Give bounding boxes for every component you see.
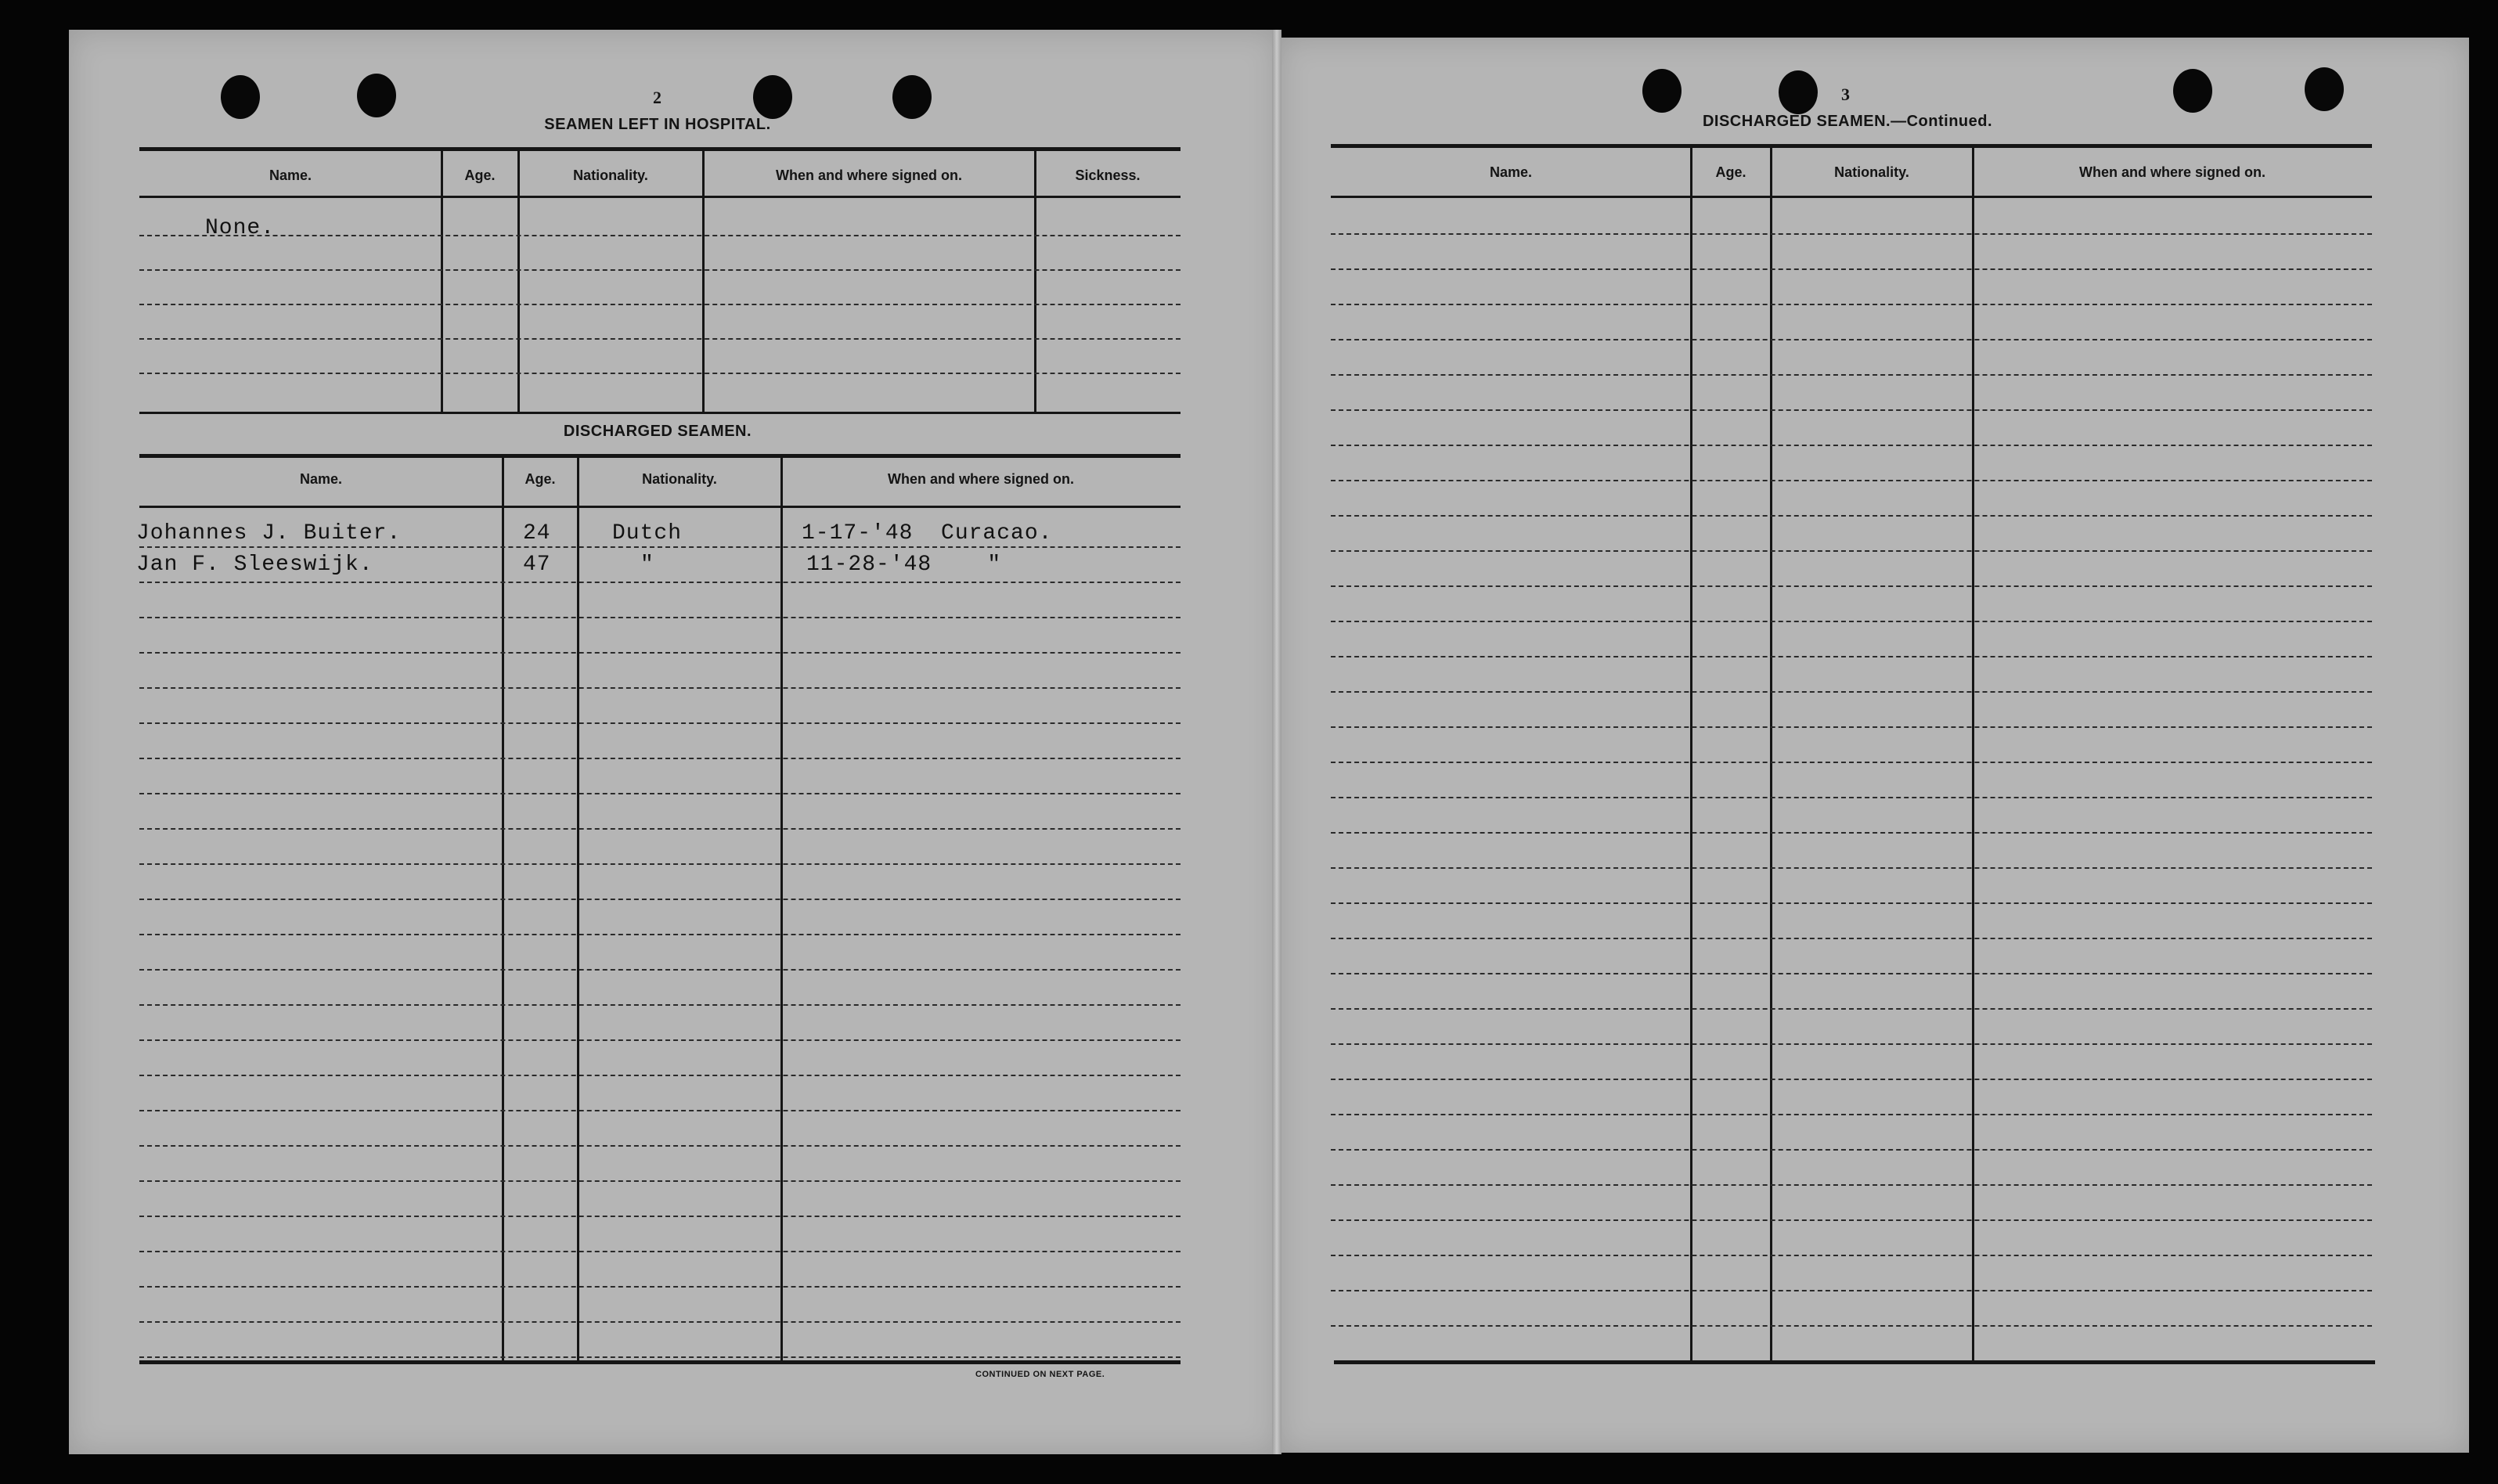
ruled-line xyxy=(1331,1114,2372,1115)
page-number-left: 2 xyxy=(653,88,661,107)
right-table-top-rule xyxy=(1331,144,2372,148)
ruled-line xyxy=(139,1286,1181,1288)
ruled-line xyxy=(139,828,1181,830)
ruled-line xyxy=(1331,480,2372,481)
right-header-rule xyxy=(1331,196,2372,198)
ruled-line xyxy=(139,758,1181,759)
ruled-line xyxy=(139,1321,1181,1323)
hospital-col-sickness: Sickness. xyxy=(1075,167,1141,183)
ruled-line xyxy=(139,1251,1181,1252)
discharged-col-signed-on: When and where signed on. xyxy=(887,471,1075,487)
punch-hole xyxy=(2173,69,2212,113)
hospital-row-line xyxy=(139,338,1181,340)
ruled-line xyxy=(1331,832,2372,834)
ruled-line xyxy=(139,1110,1181,1111)
ruled-line xyxy=(1331,1290,2372,1291)
seaman-signed-on: 1-17-'48 Curacao. xyxy=(802,521,1053,546)
right-page xyxy=(1278,38,2469,1453)
left-page xyxy=(69,30,1278,1454)
punch-hole xyxy=(892,75,932,119)
ruled-line xyxy=(139,1004,1181,1006)
ruled-line xyxy=(1331,585,2372,587)
ruled-line xyxy=(1331,762,2372,763)
ruled-line xyxy=(1331,1219,2372,1221)
continued-note: CONTINUED ON NEXT PAGE. xyxy=(975,1370,1105,1379)
ruled-line xyxy=(139,934,1181,935)
right-col-name: Name. xyxy=(1489,164,1533,180)
punch-hole xyxy=(753,75,792,119)
discharged-header-rule xyxy=(139,506,1181,508)
ruled-line xyxy=(1331,445,2372,446)
page-fold xyxy=(1272,30,1281,1454)
hospital-section-title: SEAMEN LEFT IN HOSPITAL. xyxy=(544,116,771,133)
ruled-line xyxy=(139,793,1181,794)
right-col-age: Age. xyxy=(1715,164,1746,180)
seaman-name: Jan F. Sleeswijk. xyxy=(136,553,373,577)
ruled-line xyxy=(139,899,1181,900)
ruled-line xyxy=(139,969,1181,971)
hospital-col-name: Name. xyxy=(269,167,312,183)
ruled-line xyxy=(139,1039,1181,1041)
hospital-none-entry: None. xyxy=(205,216,276,240)
ruled-line xyxy=(139,722,1181,724)
ruled-line xyxy=(1331,233,2372,235)
discharged-divider xyxy=(577,457,579,1363)
right-divider xyxy=(1972,147,1974,1360)
seaman-age: 47 xyxy=(523,553,551,577)
discharged-col-age: Age. xyxy=(524,471,556,487)
ruled-line xyxy=(139,1180,1181,1182)
right-bottom-rule xyxy=(1334,1360,2375,1364)
ruled-line xyxy=(1331,938,2372,939)
ruled-line xyxy=(1331,902,2372,904)
ruled-line xyxy=(1331,1149,2372,1151)
right-col-signed-on: When and where signed on. xyxy=(2078,164,2266,180)
punch-hole xyxy=(221,75,260,119)
ruled-line xyxy=(1331,1184,2372,1186)
hospital-header-rule xyxy=(139,196,1181,198)
page-number-right: 3 xyxy=(1841,85,1850,104)
ruled-line xyxy=(1331,973,2372,974)
ruled-line xyxy=(139,652,1181,654)
ruled-line xyxy=(139,1075,1181,1076)
ruled-line xyxy=(1331,1255,2372,1256)
discharged-divider xyxy=(502,457,504,1363)
ruled-line xyxy=(1331,726,2372,728)
ruled-line xyxy=(1331,409,2372,411)
punch-hole xyxy=(357,74,396,117)
seaman-signed-on: 11-28-'48 " xyxy=(806,553,1002,577)
ruled-line xyxy=(1331,374,2372,376)
hospital-table-top-rule xyxy=(139,147,1181,151)
ruled-line xyxy=(1331,1008,2372,1010)
seaman-name: Johannes J. Buiter. xyxy=(136,521,402,546)
ruled-line xyxy=(139,617,1181,618)
hospital-row-line xyxy=(139,269,1181,271)
discharged-bottom-rule xyxy=(139,1360,1181,1364)
ruled-line xyxy=(1331,797,2372,798)
hospital-row-line xyxy=(139,304,1181,305)
discharged-col-name: Name. xyxy=(299,471,343,487)
discharged-col-nationality: Nationality. xyxy=(642,471,717,487)
right-col-nationality: Nationality. xyxy=(1834,164,1909,180)
ruled-line xyxy=(139,1145,1181,1147)
ruled-line xyxy=(1331,621,2372,622)
right-divider xyxy=(1690,147,1692,1360)
ruled-line xyxy=(139,582,1181,583)
punch-hole xyxy=(2305,67,2344,111)
hospital-col-signed-on: When and where signed on. xyxy=(775,167,963,183)
ruled-line xyxy=(1331,268,2372,270)
discharged-divider xyxy=(780,457,783,1363)
ruled-line xyxy=(139,546,1181,548)
ruled-line xyxy=(1331,1325,2372,1327)
ruled-line xyxy=(1331,515,2372,517)
discharged-table-top-rule xyxy=(139,454,1181,458)
discharged-continued-title: DISCHARGED SEAMEN.—Continued. xyxy=(1702,113,1993,130)
right-divider xyxy=(1770,147,1772,1360)
ruled-line xyxy=(139,687,1181,689)
ruled-line xyxy=(1331,867,2372,869)
ruled-line xyxy=(1331,339,2372,340)
hospital-col-age: Age. xyxy=(464,167,496,183)
ruled-line xyxy=(139,863,1181,865)
hospital-col-nationality: Nationality. xyxy=(573,167,648,183)
ruled-line xyxy=(1331,691,2372,693)
seaman-nationality: Dutch xyxy=(612,521,683,546)
hospital-row-line xyxy=(139,235,1181,236)
seaman-nationality: " xyxy=(640,553,654,577)
hospital-bottom-rule xyxy=(139,412,1181,414)
ruled-line xyxy=(1331,1079,2372,1080)
ruled-line xyxy=(139,1216,1181,1217)
ruled-line xyxy=(1331,304,2372,305)
punch-hole xyxy=(1642,69,1682,113)
hospital-row-line xyxy=(139,373,1181,374)
discharged-section-title: DISCHARGED SEAMEN. xyxy=(563,423,752,440)
punch-hole xyxy=(1779,70,1818,114)
ruled-line xyxy=(1331,550,2372,552)
seaman-age: 24 xyxy=(523,521,551,546)
ruled-line xyxy=(139,1356,1181,1358)
ruled-line xyxy=(1331,1043,2372,1045)
ruled-line xyxy=(1331,656,2372,657)
